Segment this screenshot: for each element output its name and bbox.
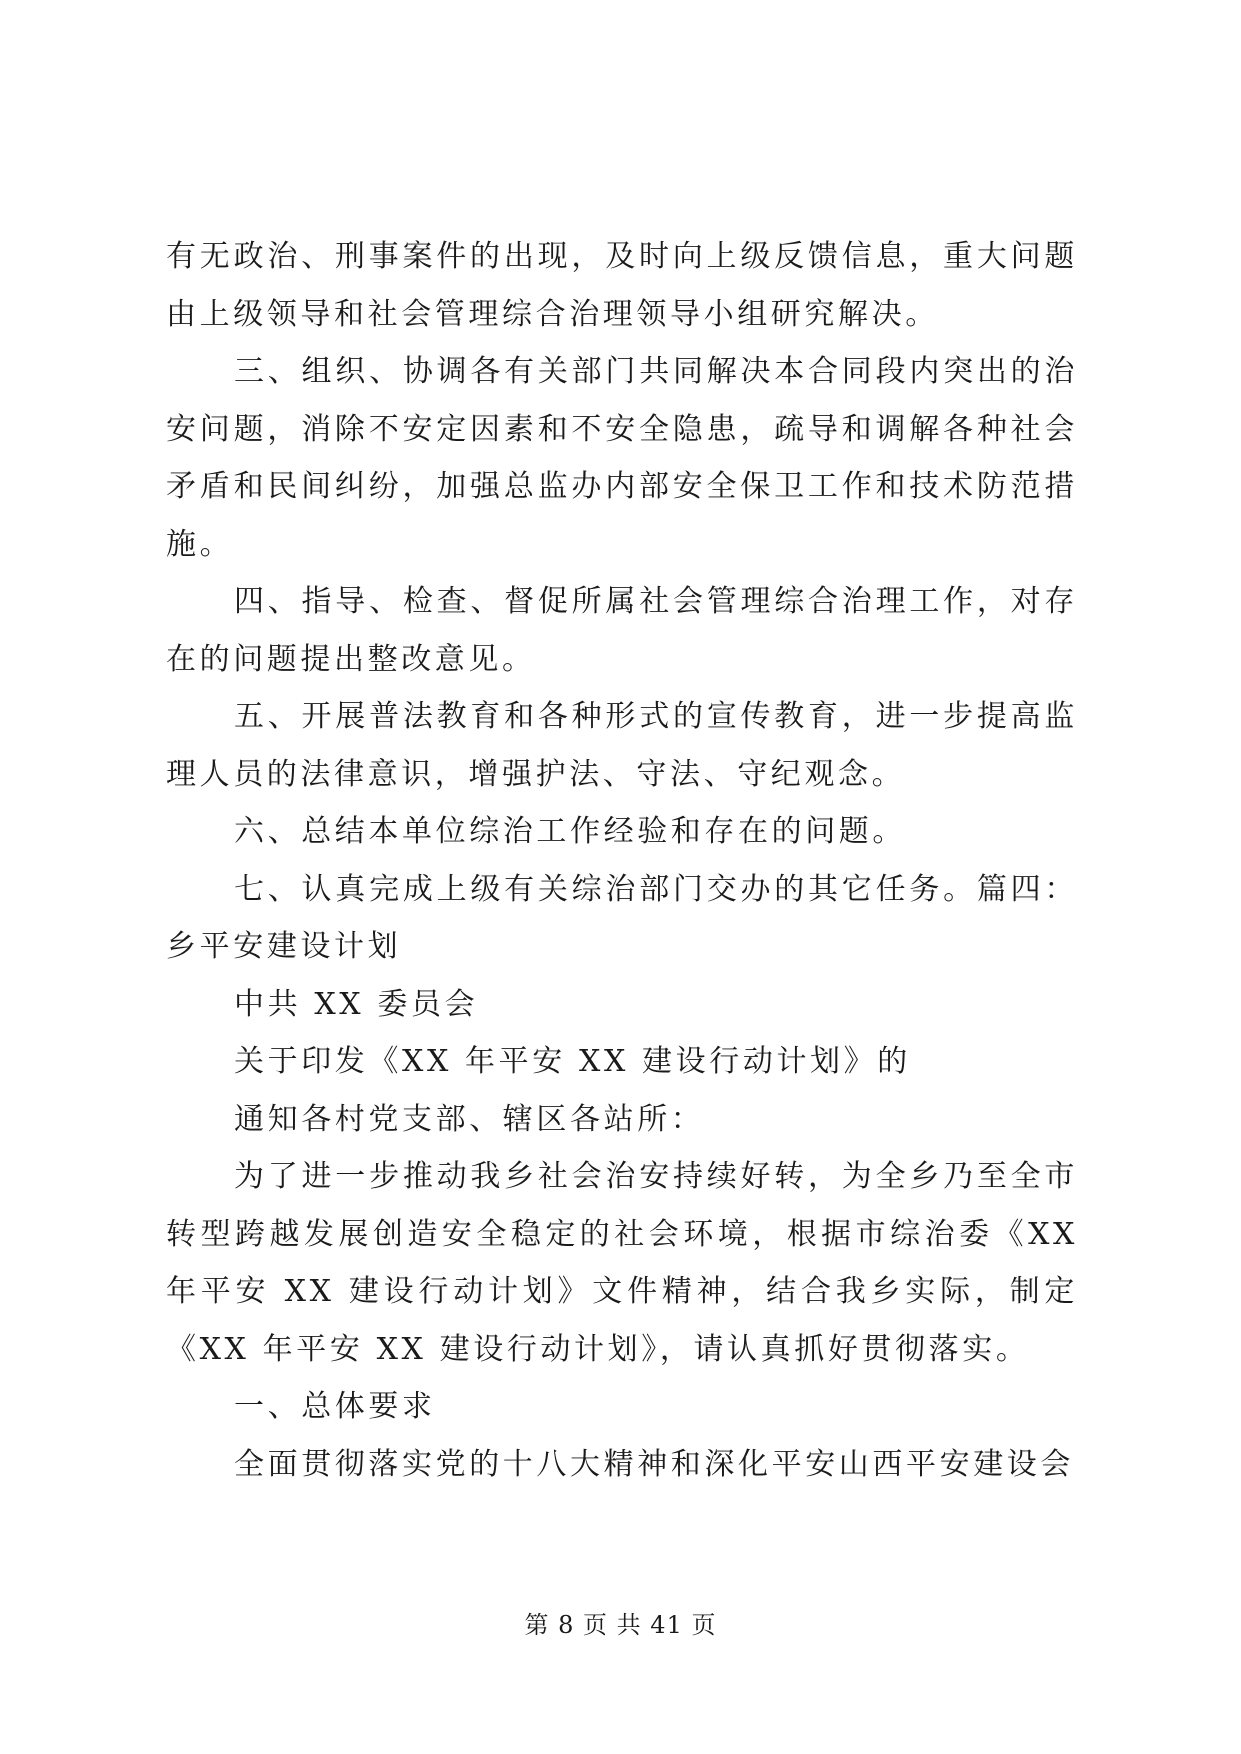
paragraph-4: 五、开展普法教育和各种形式的宣传教育，进一步提高监理人员的法律意识，增强护法、守法、守纪观念。 xyxy=(166,699,1078,792)
paragraph-12: 全面贯彻落实党的十八大精神和深化平安山西平安建设会 xyxy=(234,1446,1074,1482)
paragraph-10: 为了进一步推动我乡社会治安持续好转，为全乡乃至全市转型跨越发展创造安全稳定的社会环境，根据市综治委《XX 年平安 XX 建设行动计划》文件精神，结合我乡实际，制定《XX 年平安 XX 建设行动计划》，请认真抓好贯彻落实。 xyxy=(166,1159,1078,1367)
paragraph-11: 一、总体要求 xyxy=(234,1389,436,1424)
paragraph-3: 四、指导、检查、督促所属社会管理综合治理工作，对存在的问题提出整改意见。 xyxy=(166,584,1078,677)
page-footer xyxy=(0,1609,1241,1641)
paragraph-8: 关于印发《XX 年平安 XX 建设行动计划》的 xyxy=(234,1044,911,1079)
paragraph-6: 七、认真完成上级有关综治部门交办的其它任务。篇四：乡平安建设计划 xyxy=(166,871,1078,964)
document-body xyxy=(166,228,1078,1493)
page-number-label: 第 8 页 共 41 页 xyxy=(524,1611,717,1639)
paragraph-7: 中共 XX 委员会 xyxy=(234,986,479,1022)
paragraph-9: 通知各村党支部、辖区各站所： xyxy=(234,1101,705,1137)
paragraph-1: 有无政治、刑事案件的出现，及时向上级反馈信息，重大问题由上级领导和社会管理综合治理领导小组研究解决。 xyxy=(166,239,1078,332)
paragraph-2: 三、组织、协调各有关部门共同解决本合同段内突出的治安问题，消除不安定因素和不安全隐患，疏导和调解各种社会矛盾和民间纠纷，加强总监办内部安全保卫工作和技术防范措施。 xyxy=(166,354,1078,562)
paragraph-5: 六、总结本单位综治工作经验和存在的问题。 xyxy=(234,814,906,849)
